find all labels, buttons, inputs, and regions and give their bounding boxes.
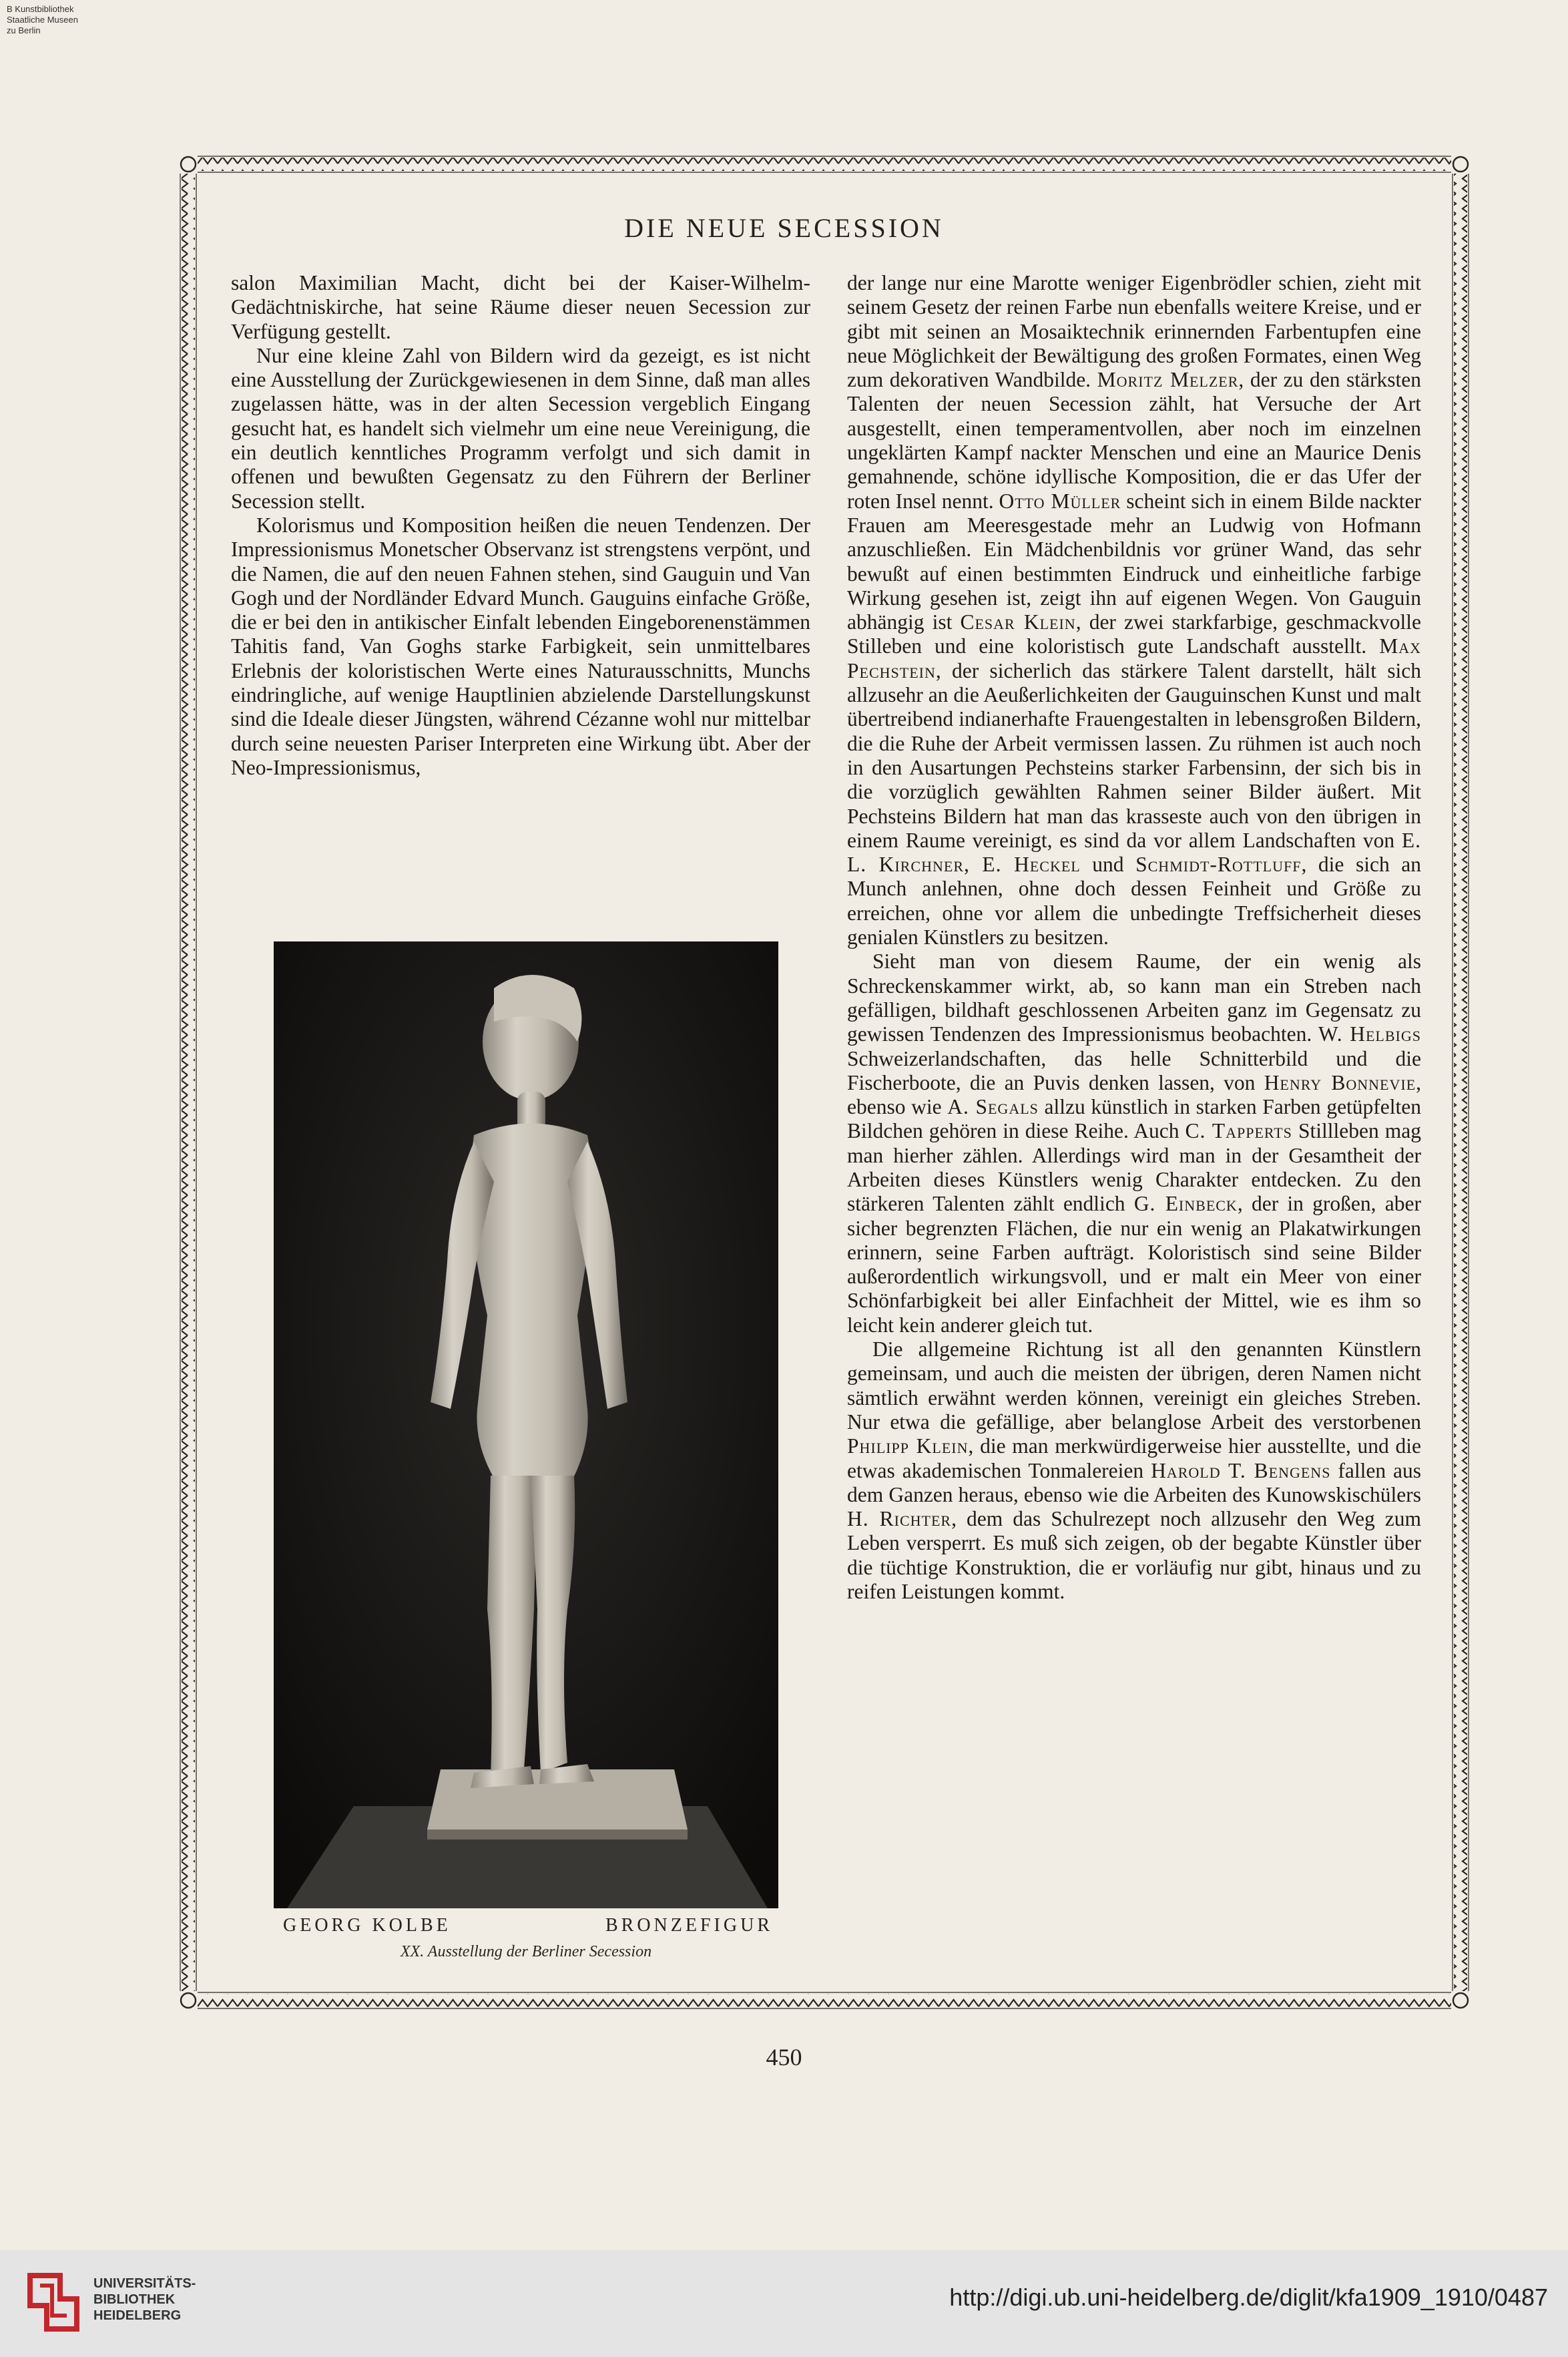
- artist-name-smallcaps: E. L. Kirchner, E. Heckel: [847, 828, 1421, 877]
- paragraph: [847, 949, 1421, 1337]
- text-run: salon Maximilian Macht, dicht bei der Kaiser-Wilhelm-Gedächtniskirche, hat seine Räume dieser neuen Secession zur Verfügung gestellt.: [231, 271, 810, 343]
- text-run: , dem das Schulrezept noch allzusehr den Weg zum Leben versperrt. Es muß sich zeigen, ob der begabte Künstler über die tüchtige Konstruktion, die er vorläufig nur gibt, hinaus und zu reifen Leistungen kommt.: [847, 1507, 1422, 1604]
- viewer-footer: [0, 2250, 1568, 2357]
- artist-name-smallcaps: Max Pechstein: [847, 634, 1421, 682]
- text-run: Sieht man von diesem Raume, der ein wenig als Schreckenskammer wirkt, ab, so kann man ein Streben nach gefälligen, bildhaft geschlossenen Arbeiten ganz im Gegensatz zu gewissen Tendenzen des Impressionismus beobachten.: [847, 949, 1421, 1046]
- work-title: BRONZEFIGUR: [605, 1915, 773, 1936]
- text-run: und: [1080, 853, 1136, 877]
- stamp-line: zu Berlin: [7, 25, 41, 35]
- artist-name: GEORG KOLBE: [283, 1915, 451, 1936]
- paragraph: [231, 271, 810, 344]
- page-number: 450: [766, 2044, 802, 2071]
- library-name-line: BIBLIOTHEK: [93, 2292, 176, 2307]
- stamp-line: Staatliche Museen: [7, 15, 78, 25]
- text-run: fallen aus dem Ganzen heraus, ebenso wie die Arbeiten des Kunowskischülers: [847, 1458, 1421, 1506]
- artist-name-smallcaps: Cesar Klein: [960, 610, 1076, 634]
- sculpture-photograph: [274, 941, 778, 1908]
- paragraph: [231, 513, 810, 780]
- artist-name-smallcaps: A. Segals: [947, 1095, 1039, 1119]
- text-column-right: [847, 271, 1421, 1604]
- paragraph: [231, 344, 810, 513]
- university-library-logo: [20, 2262, 87, 2342]
- artist-name-smallcaps: W. Helbigs: [1318, 1022, 1421, 1046]
- artist-name-smallcaps: C. Tapperts: [1185, 1119, 1292, 1143]
- text-run: Schweizerlandschaften, das helle Schnitterbild und die Fischerboote, die an Puvis denken lassen, von: [847, 1046, 1421, 1094]
- text-run: Nur eine kleine Zahl von Bildern wird da gezeigt, es ist nicht eine Ausstellung der Zurückgewiesenen in dem Sinne, daß man alles zugelassen hätte, was in der alten Secession vergeblich Eingang gesucht hat, es handelt sich vielmehr um eine neue Vereinigung, die ein deutlich kenntliches Programm verfolgt und sich damit in offenen und bewußten Gegensatz zu den Führern der Berliner Secession stellt.: [231, 343, 810, 513]
- figure-subcaption: XX. Ausstellung der Berliner Secession: [400, 1943, 652, 1960]
- artist-name-smallcaps: Philipp Klein: [847, 1434, 969, 1458]
- artist-name-smallcaps: Schmidt-Rottluff: [1135, 853, 1302, 877]
- artist-name-smallcaps: Henry Bonnevie: [1264, 1070, 1416, 1094]
- text-run: Stillleben mag man hierher zählen. Allerdings wird man in der Gesamtheit der Arbeiten dieses Künstlers wenig Charakter entdecken. Zu den stärkeren Talenten zählt endlich: [847, 1119, 1421, 1216]
- text-run: , ebenso wie: [847, 1070, 1422, 1119]
- artist-name-smallcaps: H. Richter: [847, 1507, 952, 1531]
- artist-name-smallcaps: Moritz Melzer: [1097, 368, 1239, 392]
- library-name: [93, 2276, 196, 2324]
- standing-figure-image: [274, 941, 778, 1908]
- text-run: , der zu den stärksten Talenten der neuen Secession zählt, hat Versuche der Art ausgestellt, einen temperamentvollen, aber noch im einzelnen ungeklärten Kampf nackter Menschen und eine an Maurice Denis gemahnende, schöne idyllische Komposition, die er das Ufer der roten Insel nennt.: [847, 368, 1421, 513]
- library-name-line: HEIDELBERG: [93, 2308, 182, 2323]
- text-run: der lange nur eine Marotte weniger Eigenbrödler schien, zieht mit seinem Gesetz der reinen Farbe nun ebenfalls weitere Kreise, und er gibt mit seinen an Mosaiktechnik erinnernden Farbentupfen eine neue Möglichkeit der Bewältigung des großen Formates, einen Weg zum dekorativen Wandbilde.: [847, 271, 1421, 392]
- text-run: , die man merkwürdigerweise hier ausstellte, und die etwas akademischen Tonmalereien: [847, 1434, 1421, 1482]
- text-run: , der zwei starkfarbige, geschmackvolle Stilleben und eine koloristisch gute Landschaft ausstellt.: [847, 610, 1421, 658]
- artist-name-smallcaps: Otto Müller: [999, 489, 1121, 513]
- text-run: Kolorismus und Komposition heißen die neuen Tendenzen. Der Impressionismus Monetscher Observanz ist strengstens verpönt, und die Namen, die auf den neuen Fahnen stehen, sind Gauguin und Van Gogh und der Nordländer Edvard Munch. Gauguins einfache Größe, die er bei den in antikischer Einfalt lebenden Eingeborenenstämmen Tahitis fand, Van Goghs starke Farbigkeit, sein unmittelbares Erlebnis der koloristischen Werte eines Naturausschnitts, Munchs eindringliche, auf wenige Hauptlinien abzielende Darstellungskunst sind die Ideale dieser Jüngsten, während Cézanne wohl nur mittelbar durch seine neuesten Pariser Interpreten eine Wirkung übt. Aber der Neo-Impressionismus,: [231, 513, 810, 779]
- text-run: scheint sich in einem Bilde nackter Frauen am Meeresgestade mehr an Ludwig von Hofmann anzuschließen. Ein Mädchenbildnis vor grüner Wand, das sehr bewußt auf einen bestimmten Eindruck und einheitliche farbige Wirkung gesehen ist, zeigt ihn auf eigenen Wegen. Von Gauguin abhängig ist: [847, 489, 1421, 634]
- running-header: DIE NEUE SECESSION: [624, 213, 944, 243]
- text-run: Die allgemeine Richtung ist all den genannten Künstlern gemeinsam, und auch die meisten der übrigen, deren Namen nicht sämtlich erwähnt werden können, vereinigt ein gleiches Streben. Nur etwa die gefällige, aber belanglose Arbeit des verstorbenen: [847, 1337, 1421, 1434]
- stamp-line: B Kunstbibliothek: [7, 4, 74, 14]
- text-run: , der in großen, aber sicher begrenzten Flächen, die nur ein wenig an Plakatwirkungen erinnern, seine Farben aufträgt. Koloristisch sind seine Bilder außerordentlich wirkungsvoll, und er malt ein Meer von einer Schönfarbigkeit bei aller Einfachheit der Mittel, wie es ihm so leicht kein anderer gleich tut.: [847, 1192, 1421, 1337]
- artist-name-smallcaps: G. Einbeck: [1133, 1192, 1238, 1216]
- paragraph: [847, 1337, 1421, 1604]
- library-stamp: [7, 4, 100, 36]
- permalink-url[interactable]: http://digi.ub.uni-heidelberg.de/diglit/kfa1909_1910/0487: [949, 2284, 1548, 2311]
- text-run: , der sicherlich das stärkere Talent darstellt, hält sich allzusehr an die Aeußerlichkeiten der Gauguinschen Kunst und malt übertreibend indianerhafte Frauengestalten in lebensgroßen Bildern, die die Ruhe der Arbeit vermissen lassen. Zu rühmen ist auch noch in den Ausartungen Pechsteins starker Farbensinn, der sich bis in die vorzüglich gewählten Rahmen seiner Bilder äußert. Mit Pechsteins Bildern hat man das krasseste auch von den übrigen in einem Raume vereinigt, es sind da vor allem Landschaften von: [847, 658, 1421, 852]
- text-column-left: [231, 271, 810, 780]
- text-run: allzu künstlich in starken Farben getüpfelten Bildchen gehören in diese Reihe. Auch: [847, 1095, 1422, 1143]
- paragraph: [847, 271, 1421, 949]
- text-run: , die sich an Munch anlehnen, ohne doch dessen Feinheit und Größe zu erreichen, ohne vor allem die unbedingte Treffsicherheit dieses genialen Künstlers zu besitzen.: [847, 853, 1421, 949]
- artist-name-smallcaps: Harold T. Bengens: [1151, 1458, 1331, 1482]
- library-name-line: UNIVERSITÄTS-: [93, 2276, 196, 2291]
